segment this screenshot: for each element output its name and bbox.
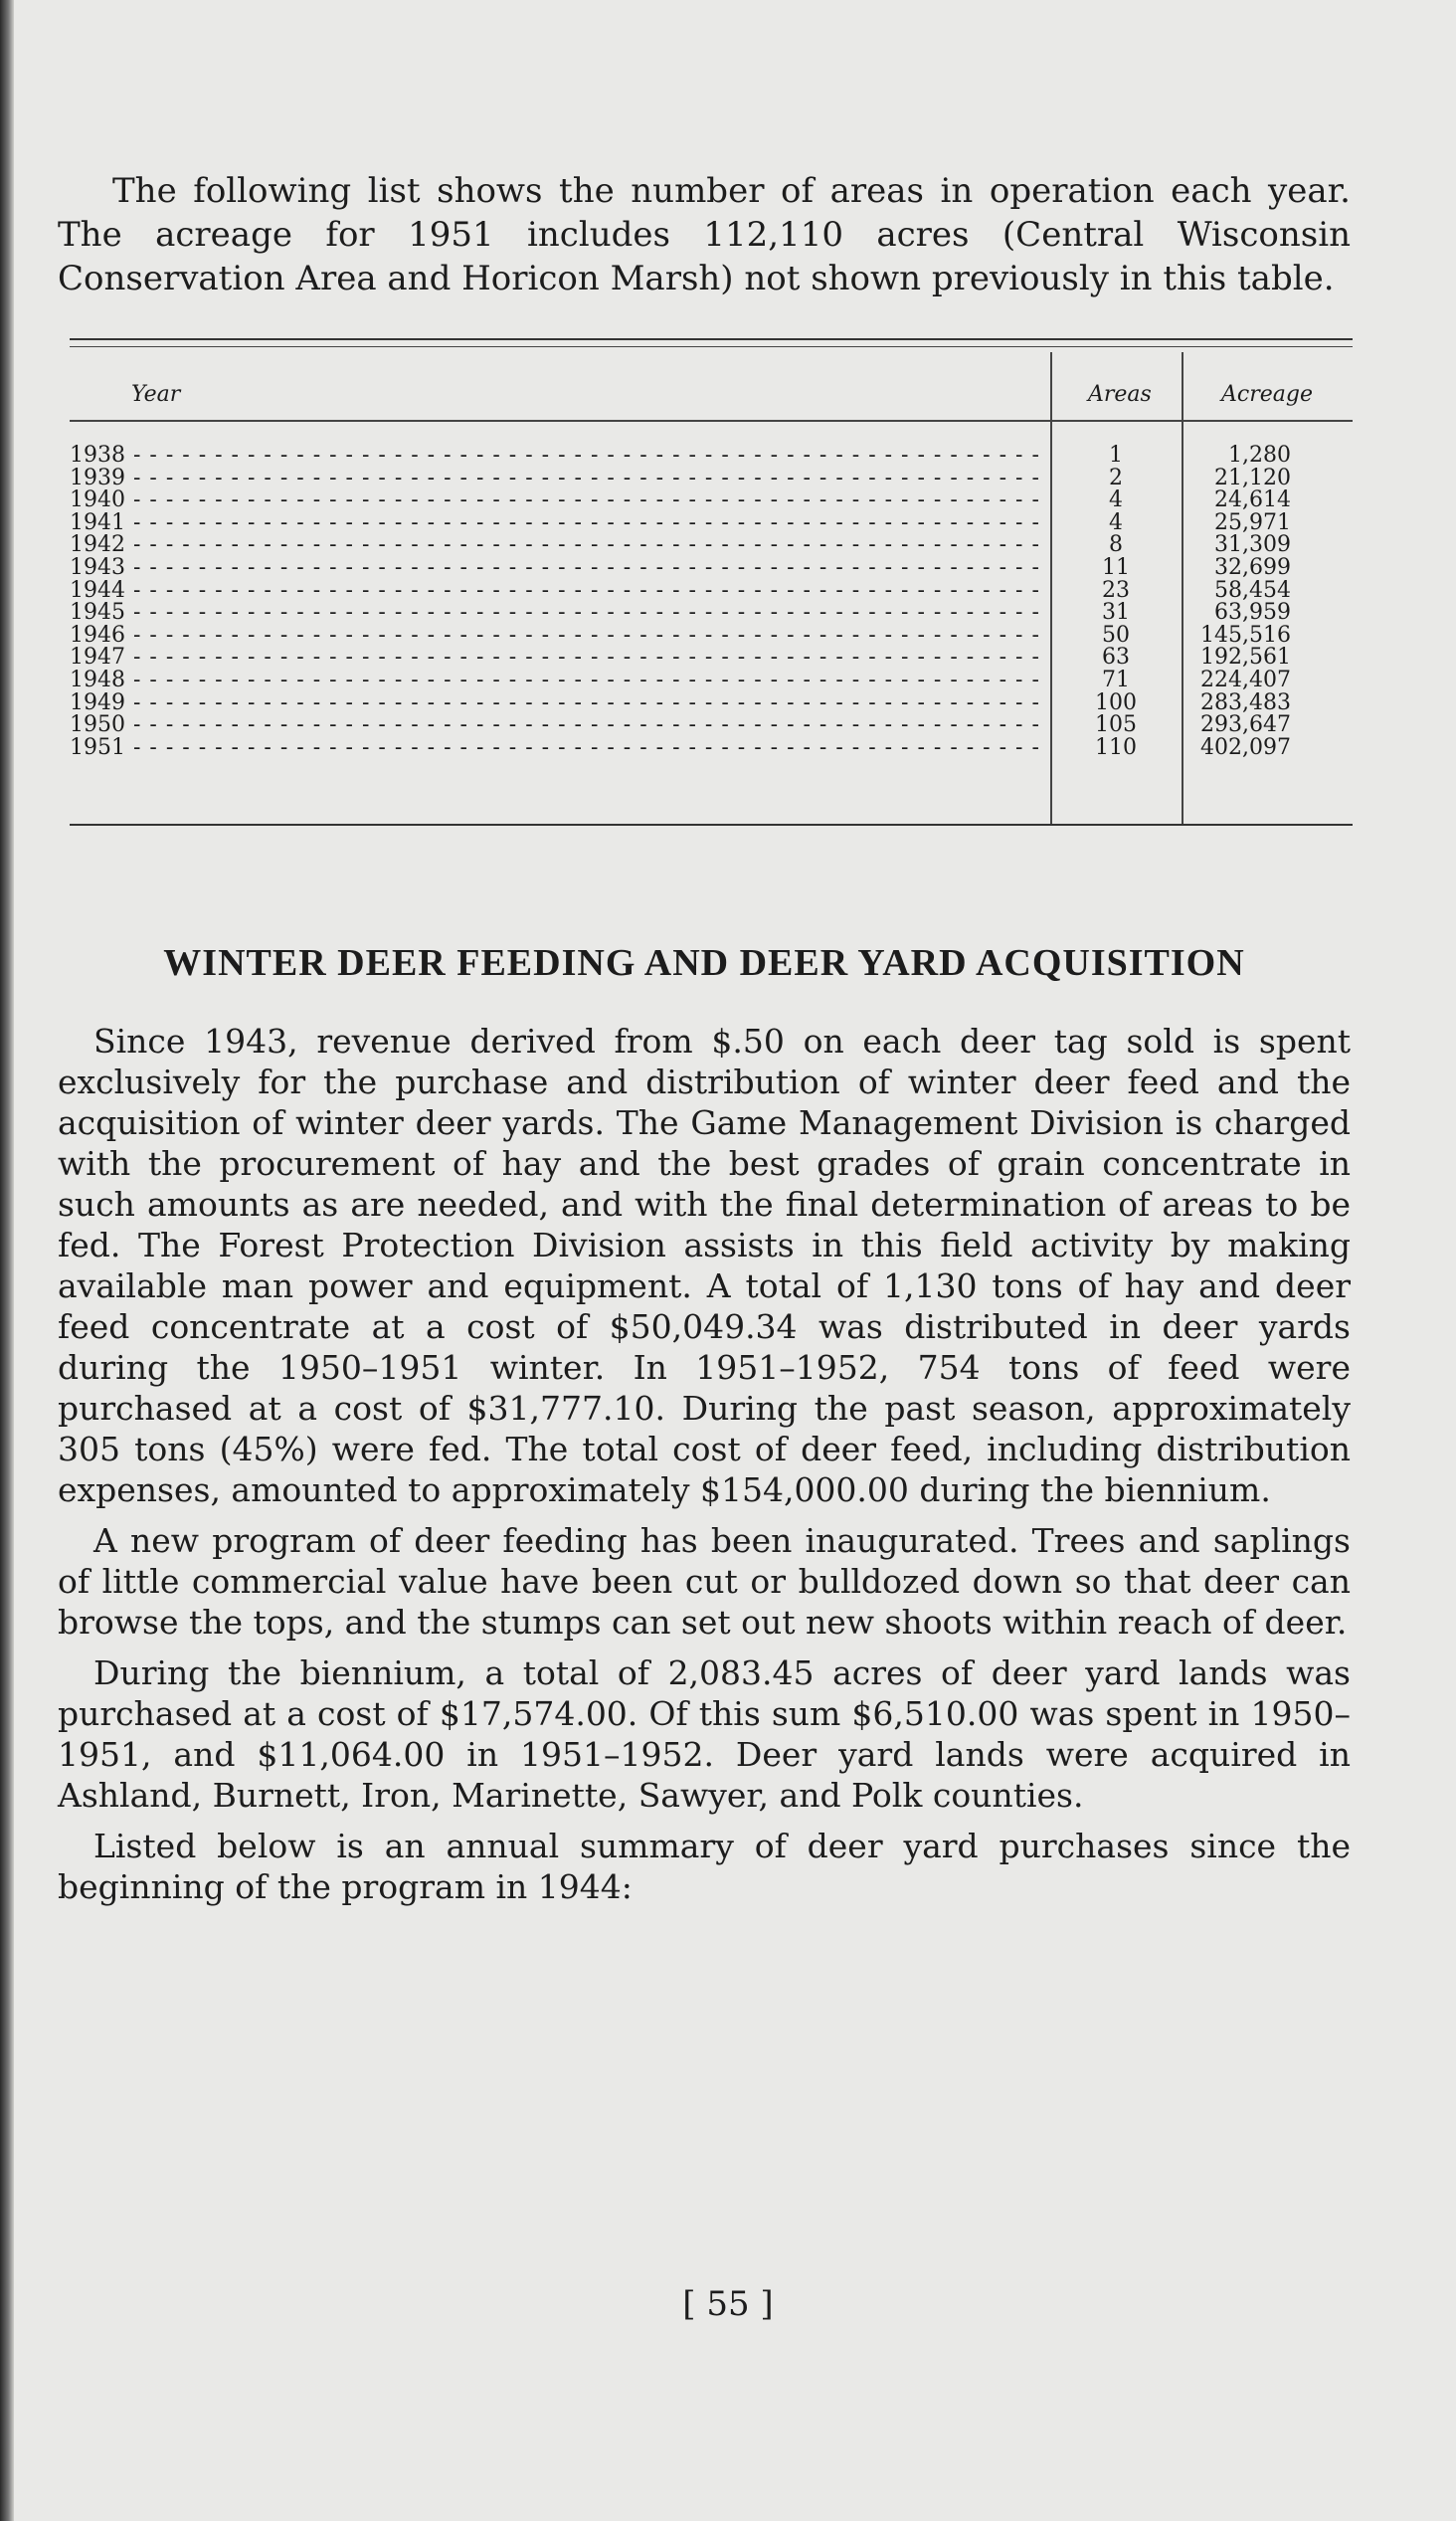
paragraph: A new program of deer feeding has been inaugurated. Trees and saplings of little commercial value have been cut or bulldozed down so that deer can browse the tops, and the stumps can set out new shoots within reach of deer.	[58, 1521, 1351, 1642]
areas-cell: 11	[1102, 554, 1130, 580]
acreage-cell: 224,407	[1200, 667, 1291, 692]
areas-cell: 63	[1102, 645, 1130, 671]
table-row	[70, 489, 1353, 512]
acreage-cell: 32,699	[1214, 554, 1291, 580]
areas-cell: 100	[1095, 689, 1137, 715]
page-content	[58, 169, 1351, 1917]
table-row	[70, 602, 1353, 625]
year-cell: 1945 - - -	[70, 602, 1039, 625]
table-row	[70, 622, 1353, 648]
year-cell: 1950 - - -	[70, 714, 1039, 737]
acreage-cell: 293,647	[1200, 712, 1291, 738]
year-cell: 1944 - - -	[70, 580, 1039, 603]
table-row	[70, 554, 1353, 580]
page-number: [ 55 ]	[682, 2284, 774, 2324]
year-cell: 1949 - - -	[70, 692, 1039, 715]
header-acreage: Acreage	[1221, 382, 1313, 407]
acreage-cell: 31,309	[1214, 532, 1291, 558]
year-cell: 1939 - - -	[70, 468, 1039, 490]
year-cell: 1948 - - -	[70, 670, 1039, 692]
year-cell: 1941 - - -	[70, 512, 1039, 535]
acreage-cell: 283,483	[1200, 689, 1291, 715]
acreage-cell: 24,614	[1214, 487, 1291, 513]
year-cell: 1951 - - -	[70, 737, 1039, 760]
acreage-cell: 63,959	[1214, 600, 1291, 626]
table-row	[70, 465, 1353, 490]
binding-edge	[0, 0, 14, 2521]
table-row	[70, 445, 1353, 468]
header-year: Year	[131, 382, 181, 407]
header-rule	[70, 420, 1353, 422]
areas-cell: 31	[1102, 600, 1130, 626]
table-row	[70, 534, 1353, 557]
paragraph: Since 1943, revenue derived from $.50 on each deer tag sold is spent exclusively for the purchase and distribution of winter deer feed and the acquisition of winter deer yards. The Game Management Division is charged with the procurement of hay and the best grades of grain concentrate in such amounts as are needed, and with the final determination of areas to be fed. The Forest Protection Division assists in this field activity by making available man power and equipment. A total of 1,130 tons of hay and deer feed concentrate at a cost of $50,049.34 was distributed in deer yards during the 1950–1951 winter. In 1951–1952, 754 tons of feed were purchased at a cost of $31,777.10. During the past season, approximately 305 tons (45%) were fed. The total cost of deer feed, including distribution expenses, amounted to approximately $154,000.00 during the biennium.	[58, 1022, 1351, 1509]
acreage-cell: 402,097	[1200, 734, 1291, 760]
table-row	[70, 734, 1353, 760]
table-row	[70, 667, 1353, 692]
header-areas: Areas	[1088, 382, 1152, 407]
areas-cell: 2	[1109, 465, 1123, 490]
areas-cell: 50	[1102, 622, 1130, 648]
year-cell: 1940 - - -	[70, 489, 1039, 512]
year-cell: 1942 - - -	[70, 534, 1039, 557]
year-cell: 1938 - - -	[70, 445, 1039, 468]
paragraph: Listed below is an annual summary of deer yard purchases since the beginning of the program in 1944:	[58, 1827, 1351, 1906]
table-body	[70, 445, 1353, 759]
section-heading: WINTER DEER FEEDING AND DEER YARD ACQUISITION	[163, 942, 1245, 984]
areas-cell: 4	[1109, 487, 1123, 513]
year-cell: 1943 - - -	[70, 557, 1039, 580]
areas-table	[70, 338, 1353, 826]
section-body	[58, 1021, 1351, 1907]
table-row	[70, 577, 1353, 603]
areas-cell: 105	[1095, 712, 1137, 738]
areas-cell: 1	[1109, 443, 1123, 468]
areas-cell: 110	[1095, 734, 1137, 760]
areas-cell: 4	[1109, 509, 1123, 535]
acreage-cell: 145,516	[1200, 622, 1291, 648]
table-row	[70, 509, 1353, 535]
year-cell: 1946 - - -	[70, 625, 1039, 648]
paragraph: During the biennium, a total of 2,083.45 acres of deer yard lands was purchased at a cost of $17,574.00. Of this sum $6,510.00 was spent in 1950–1951, and $11,064.00 in 1951–1952. Deer yard lands were acquired in Ashland, Burnett, Iron, Marinette, Sawyer, and Polk counties.	[58, 1653, 1351, 1815]
acreage-cell: 1,280	[1228, 443, 1291, 468]
intro-paragraph: The following list shows the number of areas in operation each year. The acreage for 1951 includes 112,110 acres (Central Wisconsin Conservation Area and Horicon Marsh) not shown previously in this table.	[58, 171, 1351, 298]
acreage-cell: 192,561	[1200, 645, 1291, 671]
areas-cell: 23	[1102, 577, 1130, 603]
acreage-cell: 25,971	[1214, 509, 1291, 535]
acreage-cell: 21,120	[1214, 465, 1291, 490]
areas-cell: 8	[1109, 532, 1123, 558]
areas-cell: 71	[1102, 667, 1130, 692]
year-cell: 1947 - - -	[70, 647, 1039, 670]
table-row	[70, 689, 1353, 715]
table-row	[70, 714, 1353, 737]
table-row	[70, 647, 1353, 670]
acreage-cell: 58,454	[1214, 577, 1291, 603]
